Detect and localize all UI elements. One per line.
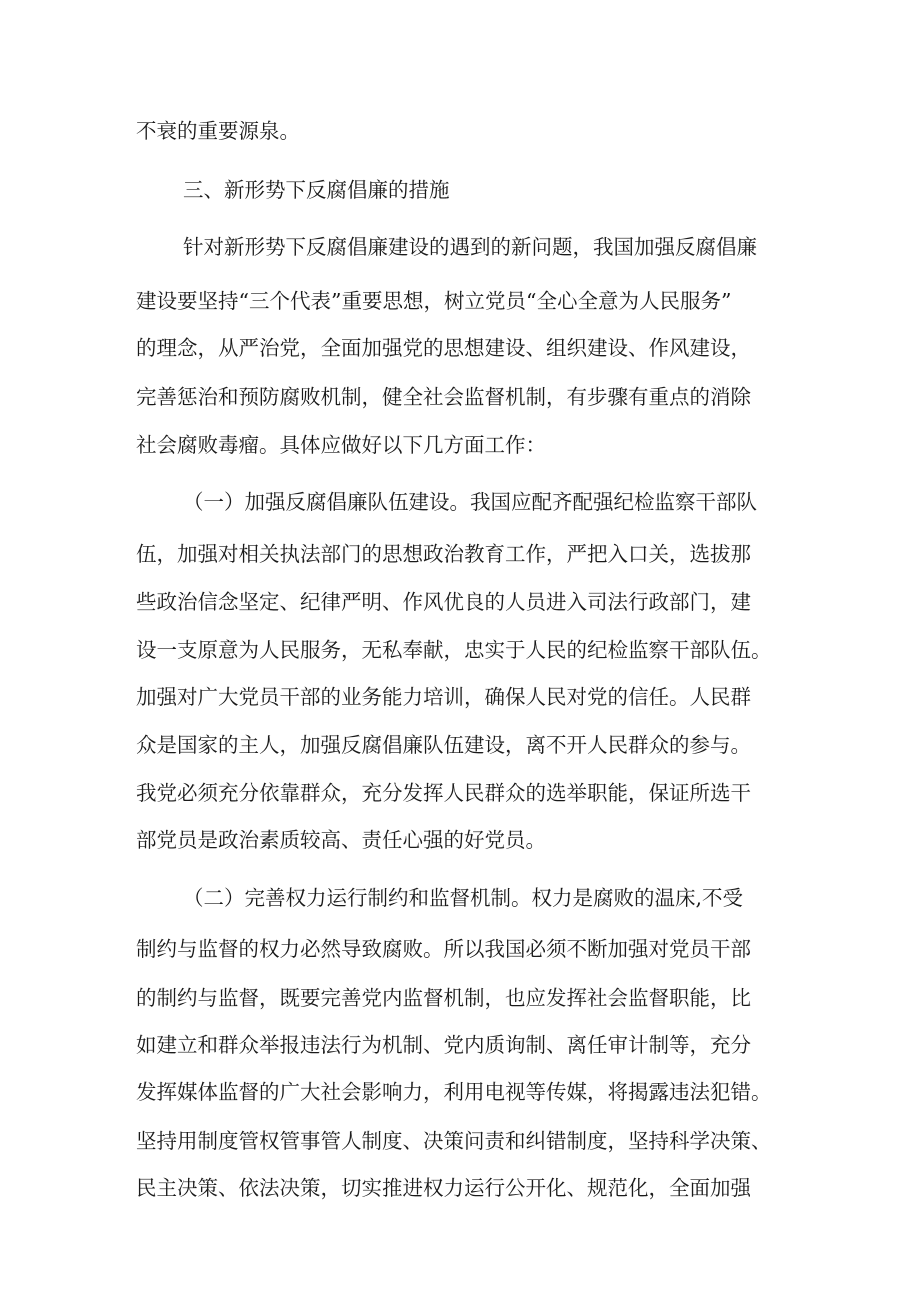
text-line: 的理念，从严治党，全面加强党的思想建设、组织建设、作风建设， bbox=[136, 336, 751, 360]
text-line: 建设要坚持“三个代表”重要思想，树立党员“全心全意为人民服务” bbox=[136, 289, 732, 313]
text-line: 发挥媒体监督的广大社会影响力，利用电视等传媒，将揭露违法犯错。 bbox=[136, 1080, 772, 1104]
text-line: 完善惩治和预防腐败机制，健全社会监督机制，有步骤有重点的消除 bbox=[136, 385, 751, 409]
text-line: 针对新形势下反腐倡廉建设的遇到的新问题，我国加强反腐倡廉 bbox=[183, 235, 757, 259]
text-line: 众是国家的主人，加强反腐倡廉队伍建设，离不开人民群众的参与。 bbox=[136, 733, 751, 757]
text-line: 的制约与监督，既要完善党内监督机制，也应发挥社会监督职能，比 bbox=[136, 986, 751, 1010]
text-line: 如建立和群众举报违法行为机制、党内质询制、离任审计制等，充分 bbox=[136, 1033, 751, 1057]
text-line: 制约与监督的权力必然导致腐败。所以我国必须不断加强对党员干部 bbox=[136, 937, 751, 961]
text-line: 加强对广大党员干部的业务能力培训，确保人民对党的信任。人民群 bbox=[136, 685, 751, 709]
text-line: 民主决策、依法决策，切实推进权力运行公开化、规范化，全面加强 bbox=[136, 1176, 751, 1200]
text-line: （二）完善权力运行制约和监督机制。权力是腐败的温床,不受 bbox=[183, 886, 744, 910]
text-line: 部党员是政治素质较高、责任心强的好党员。 bbox=[136, 828, 546, 852]
text-line: 坚持用制度管权管事管人制度、决策问责和纠错制度，坚持科学决策、 bbox=[136, 1129, 772, 1153]
text-line: 些政治信念坚定、纪律严明、作风优良的人员进入司法行政部门，建 bbox=[136, 590, 751, 614]
text-line: （一）加强反腐倡廉队伍建设。我国应配齐配强纪检监察干部队 bbox=[183, 490, 757, 514]
text-line: 社会腐败毒瘤。具体应做好以下几方面工作： bbox=[136, 433, 546, 457]
section-heading: 三、新形势下反腐倡廉的措施 bbox=[183, 178, 450, 202]
text-line: 设一支原意为人民服务，无私奉献，忠实于人民的纪检监察干部队伍。 bbox=[136, 638, 772, 662]
text-line: 我党必须充分依靠群众，充分发挥人民群众的选举职能，保证所选干 bbox=[136, 781, 751, 805]
text-line: 伍，加强对相关执法部门的思想政治教育工作，严把入口关，选拔那 bbox=[136, 542, 751, 566]
text-line: 不衰的重要源泉。 bbox=[136, 119, 300, 143]
